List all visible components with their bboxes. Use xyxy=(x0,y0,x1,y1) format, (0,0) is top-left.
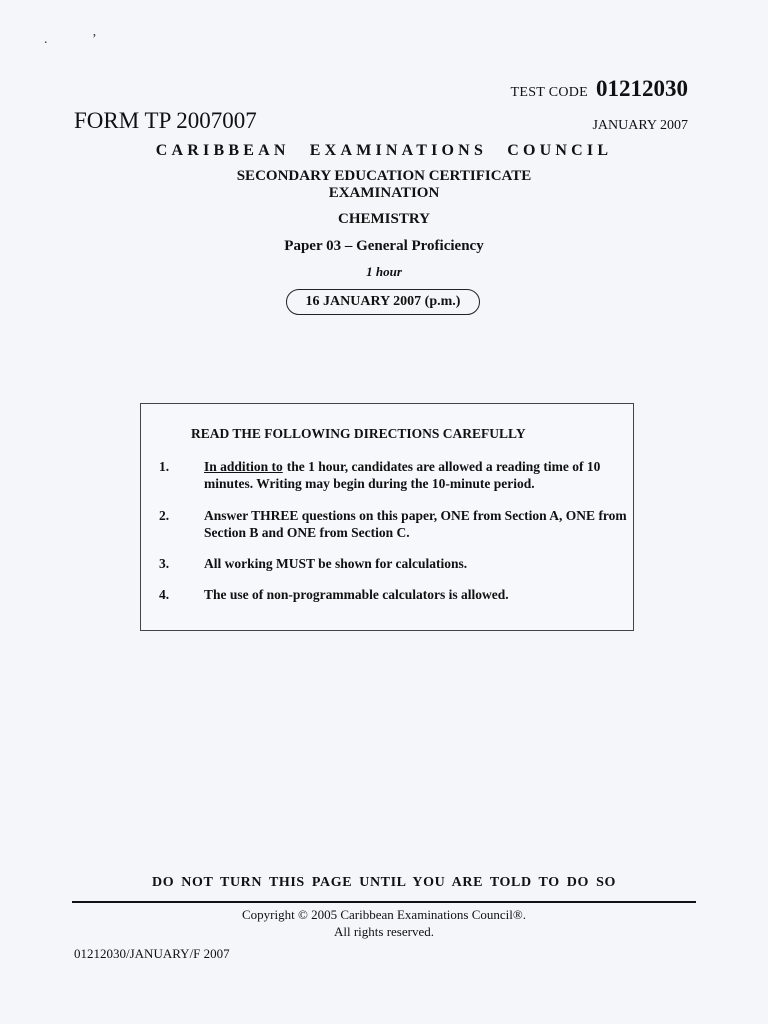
footer-code: 01212030/JANUARY/F 2007 xyxy=(74,946,230,961)
exam-duration: 1 hour xyxy=(366,264,402,279)
form-number: FORM TP 2007007 xyxy=(74,108,257,133)
council-name: CARIBBEAN EXAMINATIONS COUNCIL xyxy=(155,142,613,159)
direction-number: 3. xyxy=(159,556,170,571)
test-code xyxy=(440,76,688,102)
do-not-turn-warning: DO NOT TURN THIS PAGE UNTIL YOU ARE TOLD TO DO SO xyxy=(152,875,616,890)
rights-reserved: All rights reserved. xyxy=(333,924,434,939)
certificate-title-line2: EXAMINATION xyxy=(328,185,440,201)
footer-divider xyxy=(72,901,696,903)
exam-date-badge xyxy=(286,289,480,315)
scan-mark: ’ xyxy=(92,32,97,47)
direction-underlined: In addition to xyxy=(204,459,283,474)
certificate-title-line1: SECONDARY EDUCATION CERTIFICATE xyxy=(236,168,532,184)
direction-number: 2. xyxy=(159,508,170,523)
directions-heading: READ THE FOLLOWING DIRECTIONS CAREFULLY xyxy=(191,426,526,441)
direction-text xyxy=(204,458,629,492)
direction-number: 4. xyxy=(159,587,170,602)
test-code-label: TEST CODE xyxy=(510,85,588,100)
scan-mark: . xyxy=(44,32,48,47)
exam-date: 16 JANUARY 2007 (p.m.) xyxy=(305,294,461,309)
exam-month-year: JANUARY 2007 xyxy=(592,118,688,133)
paper-title: Paper 03 – General Proficiency xyxy=(284,238,484,254)
directions-box xyxy=(140,403,634,631)
test-code-number: 01212030 xyxy=(596,76,688,101)
subject-title: CHEMISTRY xyxy=(338,211,430,227)
direction-text: The use of non-programmable calculators is allowed. xyxy=(204,587,509,602)
copyright-notice: Copyright © 2005 Caribbean Examinations Council®. xyxy=(241,907,527,922)
direction-body: the 1 hour, candidates are allowed a reading time of 10 minutes. Writing may begin during the 10-minute period. xyxy=(204,459,601,491)
direction-text: Answer THREE questions on this paper, ONE from Section A, ONE from Section B and ONE from Section C. xyxy=(204,508,627,540)
direction-text: All working MUST be shown for calculations. xyxy=(204,556,468,571)
direction-number: 1. xyxy=(159,459,170,474)
